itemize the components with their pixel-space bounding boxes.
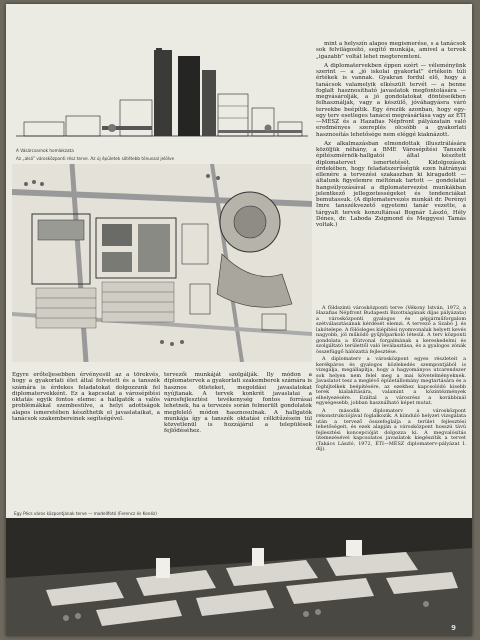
- magazine-page: [6, 4, 472, 636]
- left-column-text: Egyre erőteljesebben érvényesül az a törekvés, hogy a gyakorlati élet által felvetett és a tanszék számára is érdekes feladatokat dolgozzunk fel diplomatervekként. Ez a kapcsolat a városépítési oktatás egyik fontos eleme: a hallgatók a valós problémákkal szembesülve, a helyi adottságok alapos ismeretében készíthetik el javaslataikat, a tanácsok szakembereinek segítségével.: [12, 372, 160, 422]
- model-photograph: [6, 518, 472, 636]
- elevation-caption: A Vásárcsarnok homlokzata: [16, 148, 74, 153]
- middle-column-text: tervezői munkáját szolgálják. Ily módon a diplomatervek a gyakorlati szakemberek számára is hasznos ötleteket, megoldási javaslatokat nyújtanak. A tervek konkrét javaslatai a városfejlesztési tevékenység fontos forrásai lehetnek, ha a tervezés során felmerült gondolatok megfelelő módon hasznosulnak. A hallgatók munkája így a tanszék oktatási célkitűzésein túl közvetlenül is hozzájárul a települések fejlődéséhez.: [164, 372, 312, 435]
- page-number: 9: [451, 624, 456, 632]
- right-column-middle-text: [316, 306, 466, 455]
- paragraph: A földszinti városközponti terve (Vékony István, 1972, a Hazafias Népfront Budapesti Bizottságának díjas pályázata) a városközponti gyalogos és gépjárműforgalom szétválasztásának kérdését elemzi. A tervező a Szabó J. és lakótelepe. A fölösleges kiépítési nyomvonalak helyett kevés nagyobb, jól működő gyűjtőparkoló létesül. A terv központi gondolata a főútvonal forgalmának a kereskedelmi és szolgáltató területtől való leválasztása, és a gyalogos zónák összefüggő hálózattá fejlesztése.: [316, 305, 466, 355]
- building-elevation-drawing: [16, 44, 308, 144]
- paragraph: Az alkalmazásban elmondottak illusztrálására közöljük néhány, a BME Városépítési Tanszék építészmérnök-hallgatói által készített diplomatervet ismertetését. Kidolgozásuk érdekében, hogy feladatszerűségük ezen hátrányai ellenére a tervezési szakaszban ki kiragadott — általunk figyelemre méltónak tartott — gondolatai hangsúlyozásával a diplomatervezési munkákban jelentkező jellegzetességeket és tendenciákat bemutassuk. (A diplomatervezés munkát dr. Perényi Imre tanszékvezető egyetemi tanár vezette, a tárgyalt tervek konzultánsai Bognár László, Hély Dénes, dr. Laboda Zsigmond és Meggyesi Tamás voltak.): [316, 140, 466, 228]
- paragraph: A diplomaterv a városközpont egyes részleteit a kerékpáros és gyalogos közlekedés szempontjából is vizsgálja, megállapítja, hogy a hagyományos utcarendszer sok helyen nem felel meg a mai követelményeknek. Javaslatot tesz a meglévő épületállomány megtartására és a foghíjtelkek beépítésére, az ezekhez kapcsolódó kisebb terek kialakítására, valamint a közintézmények elhelyezésére. Ezáltal a városrész a korábbinál egységesebb, jobban használható képet mutat.: [316, 356, 466, 407]
- photo-caption: Egy Pécs város központjának terve — modellfotó (Ferencz és Kenéz): [14, 511, 157, 516]
- paragraph: A diplomatervekben éppen ezért — véleményünk szerint — a „jó iskolai gyakorlat” értékein túli értékek is vannak. Gyakran fordul elő, hogy a tanácsok valamelyik elkészült tervét — a benne foglalt hasznosítható javaslatok megfontolására — megvásárolják, a jó gondolatokat döntéseikben felhasználják, vagy a készülő, jóváhagyásra váró tervekbe beépítik. Egy érezük azonban, hogy egy-egy terv esetleges tanácsi megvásárlása vagy az ÉTI—MÉSZ és a Hazafias Népfront pályázatain való eredményes szereplés olcsóbb a gyakorlati hasznosítás lehetősége nem eléggé kiaknázott.: [316, 62, 466, 138]
- paragraph: A második diplomaterv a városközpont rekonstrukciójával foglalkozik. A kiinduló helyzet vizsgálata után a tervező összefoglalja a terület fejlesztési lehetőségeit, és ezek alapján a városközpont hosszú távú fejlesztési koncepcióját dolgozza ki. A megvalósítás ütemezésével kapcsolatos javaslatok kiegészítik a tervet (Takács László, 1972, ÉTI—MÉSZ diplomaterv-pályázat I. díj).: [316, 407, 466, 453]
- site-plan-drawing: [12, 164, 312, 362]
- paragraph: mint a helyszín alapos megismerése, s a tanácsok sok felvilágosító, segítő munkája, amivel a tervek „igazabb” voltát lehet megteremteni.: [316, 41, 466, 60]
- plan-caption: Az „alsó” városközponti rész terve. Az új épületek sötétebb tónussal jelölve: [16, 156, 175, 161]
- right-column-top-text: [316, 41, 466, 231]
